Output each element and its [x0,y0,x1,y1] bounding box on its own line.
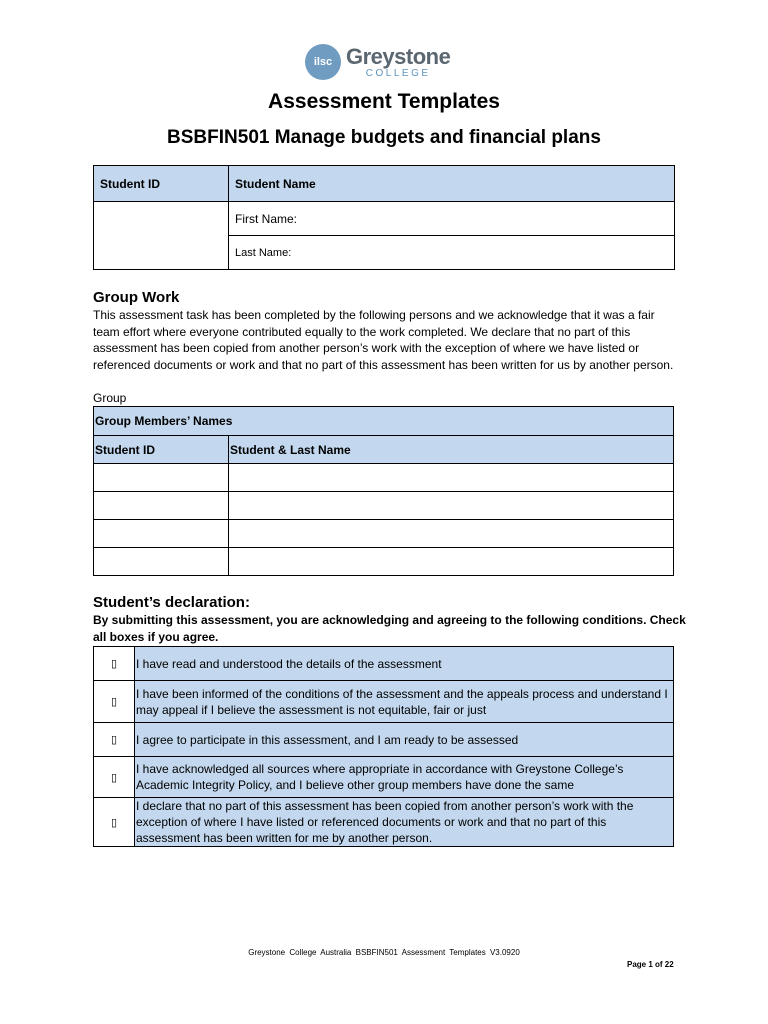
document-subtitle: BSBFIN501 Manage budgets and financial plans [167,127,601,148]
group-student-id-cell[interactable] [94,464,229,492]
group-student-id-cell[interactable] [94,520,229,548]
declaration-row [94,723,674,757]
ilsc-badge-icon: ilsc [305,44,341,80]
declaration-table [93,646,674,847]
checkbox-icon[interactable]: ▯ [94,681,135,723]
table-row [94,548,674,576]
declaration-row [94,757,674,798]
group-student-name-cell[interactable] [229,520,674,548]
group-student-id-cell[interactable] [94,548,229,576]
declaration-intro: By submitting this assessment, you are acknowledging and agreeing to the following conditions. Check all boxes if you agree. [93,613,686,644]
declaration-row [94,681,674,723]
group-label: Group [93,391,127,405]
group-student-name-cell[interactable] [229,548,674,576]
table-row [94,520,674,548]
page-footer: Greystone College Australia BSBFIN501 Assessment Templates V3.0920 [248,948,520,957]
logo-subname: COLLEGE [365,67,431,79]
student-id-header: Student ID [94,166,229,202]
document-title: Assessment Templates [268,90,500,113]
declaration-item: I declare that no part of this assessment has been copied from another person’s work with the exception of where I have listed or referenced documents or work and that no part of this assessment has been written for me by another person. [135,798,674,847]
group-student-name-cell[interactable] [229,492,674,520]
checkbox-icon[interactable]: ▯ [94,757,135,798]
declaration-item: I have acknowledged all sources where appropriate in accordance with Greystone College’s Academic Integrity Policy, and I believe other group members have done the same [135,757,674,798]
group-members-table [93,406,674,576]
group-student-name-cell[interactable] [229,464,674,492]
declaration-item: I agree to participate in this assessment, and I am ready to be assessed [135,723,674,757]
group-work-paragraph: This assessment task has been completed by the following persons and we acknowledge that it was a fair team effort where everyone contributed equally to the work completed. We declare that no part of this assessment has been copied from another person’s work with the exception of where we have listed or referenced documents or work and that no part of this assessment has been written for us by another person. [93,308,674,372]
student-id-field[interactable] [94,202,229,270]
group-student-id-header: Student ID [94,436,229,464]
group-members-title: Group Members’ Names [94,407,674,436]
last-name-field[interactable]: Last Name: [229,236,675,270]
logo-wordmark [346,43,451,79]
student-name-header: Student Name [229,166,675,202]
declaration-row [94,647,674,681]
declaration-item: I have read and understood the details of the assessment [135,647,674,681]
table-row [94,492,674,520]
checkbox-icon[interactable]: ▯ [94,647,135,681]
student-info-table [93,165,675,270]
group-work-heading: Group Work [93,289,180,306]
checkbox-icon[interactable]: ▯ [94,798,135,847]
declaration-item: I have been informed of the conditions of the assessment and the appeals process and understand I may appeal if I believe the assessment is not equitable, fair or just [135,681,674,723]
group-student-name-header: Student & Last Name [229,436,674,464]
declaration-row [94,798,674,847]
declaration-heading: Student’s declaration: [93,594,250,611]
table-row [94,464,674,492]
logo-name: Greystone [346,43,451,69]
group-student-id-cell[interactable] [94,492,229,520]
checkbox-icon[interactable]: ▯ [94,723,135,757]
page-number: Page 1 of 22 [627,960,674,969]
greystone-logo [305,42,450,82]
first-name-field[interactable]: First Name: [229,202,675,236]
